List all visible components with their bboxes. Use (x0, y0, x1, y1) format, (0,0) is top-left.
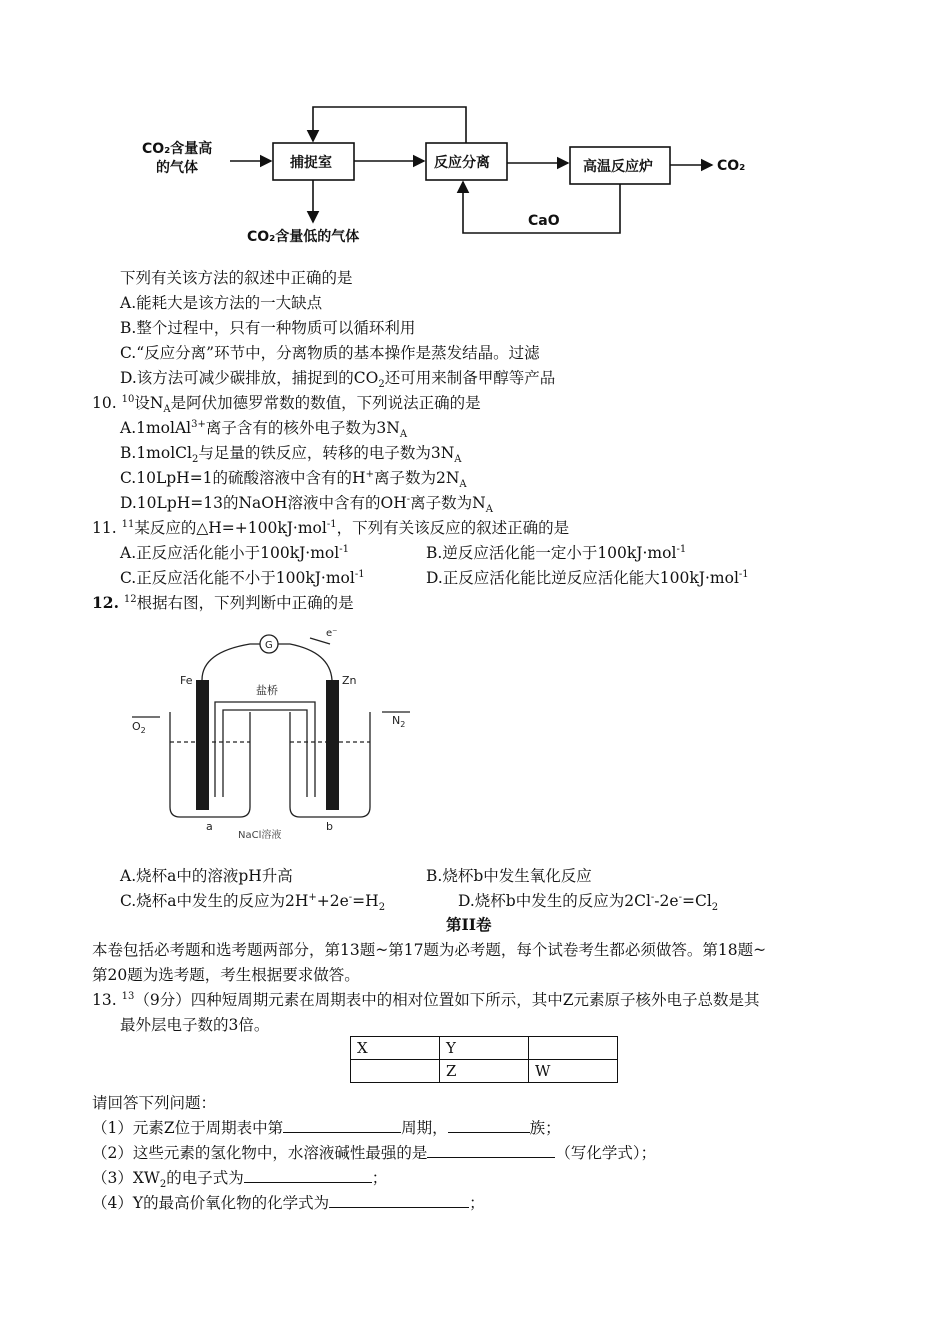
input-gas-label-2: 的气体 (156, 160, 198, 176)
salt-bridge-label: 盐桥 (256, 684, 278, 697)
cell-empty (351, 1060, 440, 1083)
q10-stem: 10. $^{10}$设$N_A$是阿伏加德罗常数的数值，下列说法正确的是 (92, 393, 481, 416)
salt-bridge (215, 702, 315, 797)
low-co2-gas-label: CO₂含量低的气体 (247, 229, 360, 245)
cell-x: X (351, 1037, 440, 1060)
q10-option-b: B.1molCl$_2$与足量的铁反应，转移的电子数为$3N_A$ (120, 444, 462, 466)
beaker-a (170, 712, 250, 817)
electron-label: e⁻ (326, 628, 338, 639)
q11-option-a: A.正反应活化能小于100kJ·mol$^{-1}$ (120, 543, 349, 562)
answer-blank[interactable] (329, 1193, 469, 1208)
furnace-label: 高温反应炉 (583, 159, 653, 175)
input-gas-label-1: CO₂含量高 (142, 141, 213, 157)
q13-part2: （2）这些元素的氢化物中，水溶液碱性最强的是 （写化学式）； (92, 1144, 657, 1162)
reaction-separation-label: 反应分离 (434, 155, 490, 171)
q9-option-b: B.整个过程中，只有一种物质可以循环利用 (120, 319, 416, 337)
table-row (351, 1037, 618, 1060)
q9-option-d: D.该方法可减少碳排放，捕捉到的$CO_2$还可用来制备甲醇等产品 (120, 369, 556, 391)
answer-blank[interactable] (244, 1168, 372, 1183)
beaker-b-label: b (326, 820, 333, 833)
cell-w: W (529, 1060, 618, 1083)
q9-option-a: A.能耗大是该方法的一大缺点 (120, 294, 323, 312)
cao-label: CaO (528, 213, 560, 229)
wire-right (278, 644, 332, 680)
q12-option-c: C.烧杯a中发生的反应为$2H^++2e^-=H_2$ (120, 891, 386, 914)
q13-stem: 13. $^{13}$（9分）四种短周期元素在周期表中的相对位置如下所示，其中Z元素原子核外电子总数是其 (92, 990, 760, 1009)
beaker-a-label: a (206, 820, 213, 833)
galvanic-cell-figure (120, 622, 410, 840)
fe-label: Fe (180, 674, 193, 687)
periodic-table-fragment (350, 1036, 618, 1083)
part2-title: 第II卷 (446, 915, 492, 934)
nacl-solution-label: NaCl溶液 (238, 830, 282, 840)
q13-part1: （1）元素Z位于周期表中第 周期， 族； (92, 1119, 561, 1137)
q11-option-b: B.逆反应活化能一定小于100kJ·mol$^{-1}$ (426, 543, 687, 562)
q11-option-c: C.正反应活化能不小于100kJ·mol$^{-1}$ (120, 568, 365, 587)
capture-room-label: 捕捉室 (290, 155, 332, 171)
q11-option-d: D.正反应活化能比逆反应活化能大100kJ·mol$^{-1}$ (426, 568, 749, 587)
o2-label: $O_2$ (132, 720, 146, 735)
q12-option-d: D.烧杯b中发生的反应为$2Cl^--2e^-=Cl_2$ (458, 891, 719, 914)
cell-z: Z (440, 1060, 529, 1083)
process-flow-diagram (130, 95, 770, 255)
q10-option-d: D.10LpH=13的NaOH溶液中含有的OH-离子数为$N_A$ (120, 493, 493, 516)
q13-ask: 请回答下列问题： (92, 1094, 217, 1112)
part2-intro-line1: 本卷包括必考题和选考题两部分，第13题~第17题为必考题，每个试卷考生都必须做答。第18题~ (92, 941, 767, 959)
table-row (351, 1060, 618, 1083)
n2-label: $N_2$ (392, 714, 406, 729)
q13-part4: （4）Y的最高价氧化物的化学式为 ； (92, 1194, 485, 1212)
q9-option-c: C.“反应分离”环节中，分离物质的基本操作是蒸发结晶。过滤 (120, 344, 540, 362)
q9-stem: 下列有关该方法的叙述中正确的是 (120, 269, 353, 287)
fe-electrode (196, 680, 209, 810)
q11-stem: 11. $^{11}$某反应的△H=+100kJ·mol$^{-1}$，下列有关该反应的叙述正确的是 (92, 518, 570, 537)
zn-electrode (326, 680, 339, 810)
co2-output-label: CO₂ (717, 158, 746, 174)
answer-blank[interactable] (427, 1143, 555, 1158)
cell-empty (529, 1037, 618, 1060)
q13-part3: $(3)XW_2$的电子式为 ； (92, 1169, 388, 1191)
q13-stem-line2: 最外层电子数的3倍。 (120, 1016, 270, 1034)
q12-option-b: B.烧杯b中发生氧化反应 (426, 867, 592, 885)
q12-stem: 12. $^{12}$根据右图，下列判断中正确的是 (92, 593, 354, 612)
wire-left (202, 644, 260, 680)
cell-y: Y (440, 1037, 529, 1060)
q12-option-a: A.烧杯a中的溶液pH升高 (120, 867, 293, 885)
q10-option-c: C.10LpH=1的硫酸溶液中含有的H+离子数为$2N_A$ (120, 468, 467, 491)
q10-option-a: A.1molAl$^{3+}$离子含有的核外电子数为$3N_A$ (120, 418, 408, 441)
answer-blank[interactable] (448, 1118, 530, 1133)
answer-blank[interactable] (283, 1118, 401, 1133)
zn-label: Zn (342, 674, 357, 687)
galvanometer-label: G (265, 640, 273, 651)
part2-intro-line2: 第20题为选考题，考生根据要求做答。 (92, 966, 360, 984)
